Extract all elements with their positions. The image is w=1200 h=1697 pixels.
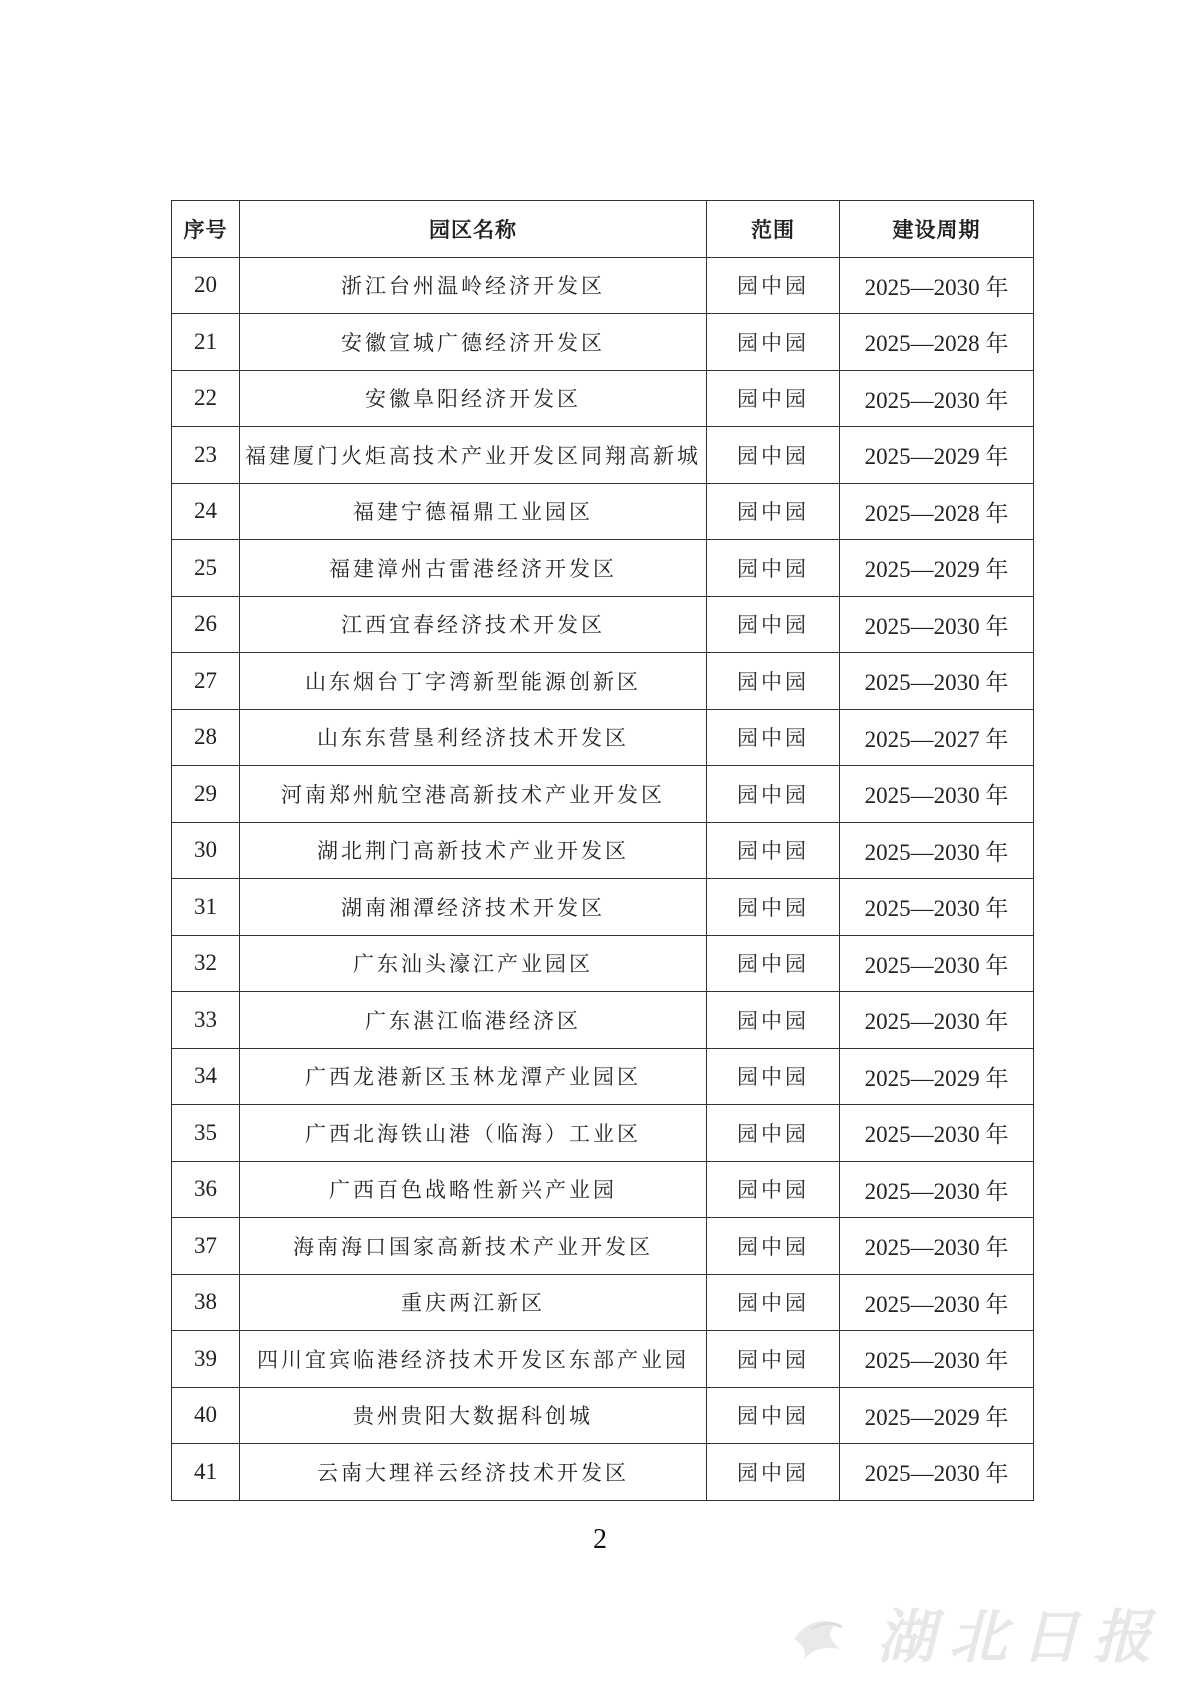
table-row	[172, 483, 1034, 540]
header-name: 园区名称	[240, 201, 707, 258]
row-period-cell: 2025—2030 年	[840, 766, 1034, 823]
row-period-cell: 2025—2030 年	[840, 1218, 1034, 1275]
row-period-cell: 2025—2029 年	[840, 427, 1034, 484]
row-scope-cell: 园中园	[707, 992, 840, 1049]
row-name-cell: 四川宜宾临港经济技术开发区东部产业园	[240, 1331, 707, 1388]
table-row	[172, 1444, 1034, 1501]
row-period-cell: 2025—2030 年	[840, 822, 1034, 879]
svg-text:湖北日报: 湖北日报	[877, 1603, 1166, 1671]
row-name-cell: 海南海口国家高新技术产业开发区	[240, 1218, 707, 1275]
row-index-cell: 39	[172, 1331, 240, 1388]
row-period-cell: 2025—2030 年	[840, 1161, 1034, 1218]
row-index-cell: 23	[172, 427, 240, 484]
row-period-cell: 2025—2030 年	[840, 1444, 1034, 1501]
table-row	[172, 822, 1034, 879]
header-scope: 范围	[707, 201, 840, 258]
table-row	[172, 314, 1034, 371]
row-name-cell: 湖北荆门高新技术产业开发区	[240, 822, 707, 879]
table-row	[172, 1331, 1034, 1388]
row-period-cell: 2025—2029 年	[840, 540, 1034, 597]
row-name-cell: 福建厦门火炬高技术产业开发区同翔高新城	[240, 427, 707, 484]
row-name-cell: 广东湛江临港经济区	[240, 992, 707, 1049]
row-scope-cell: 园中园	[707, 1387, 840, 1444]
row-scope-cell: 园中园	[707, 257, 840, 314]
row-index-cell: 24	[172, 483, 240, 540]
row-period-cell: 2025—2028 年	[840, 483, 1034, 540]
row-name-cell: 山东烟台丁字湾新型能源创新区	[240, 653, 707, 710]
row-scope-cell: 园中园	[707, 1218, 840, 1275]
row-period-cell: 2025—2029 年	[840, 1387, 1034, 1444]
row-period-cell: 2025—2030 年	[840, 879, 1034, 936]
row-scope-cell: 园中园	[707, 596, 840, 653]
row-name-cell: 广西北海铁山港（临海）工业区	[240, 1105, 707, 1162]
row-index-cell: 21	[172, 314, 240, 371]
row-period-cell: 2025—2028 年	[840, 314, 1034, 371]
row-index-cell: 37	[172, 1218, 240, 1275]
table-row	[172, 257, 1034, 314]
row-name-cell: 浙江台州温岭经济开发区	[240, 257, 707, 314]
row-index-cell: 30	[172, 822, 240, 879]
table-row	[172, 1218, 1034, 1275]
row-scope-cell: 园中园	[707, 427, 840, 484]
table-body	[172, 257, 1034, 1500]
row-index-cell: 40	[172, 1387, 240, 1444]
table-row	[172, 596, 1034, 653]
table-header-row	[172, 201, 1034, 258]
row-period-cell: 2025—2030 年	[840, 257, 1034, 314]
row-index-cell: 32	[172, 935, 240, 992]
row-index-cell: 20	[172, 257, 240, 314]
table-row	[172, 709, 1034, 766]
table-row	[172, 766, 1034, 823]
row-period-cell: 2025—2030 年	[840, 370, 1034, 427]
row-period-cell: 2025—2030 年	[840, 935, 1034, 992]
row-scope-cell: 园中园	[707, 653, 840, 710]
table-row	[172, 540, 1034, 597]
row-name-cell: 福建宁德福鼎工业园区	[240, 483, 707, 540]
newspaper-logo-watermark	[782, 1589, 1182, 1679]
row-period-cell: 2025—2030 年	[840, 992, 1034, 1049]
table-row	[172, 427, 1034, 484]
row-scope-cell: 园中园	[707, 935, 840, 992]
row-scope-cell: 园中园	[707, 822, 840, 879]
row-scope-cell: 园中园	[707, 314, 840, 371]
row-index-cell: 35	[172, 1105, 240, 1162]
row-name-cell: 福建漳州古雷港经济开发区	[240, 540, 707, 597]
page-number: 2	[593, 1524, 607, 1555]
row-name-cell: 湖南湘潭经济技术开发区	[240, 879, 707, 936]
header-index: 序号	[172, 201, 240, 258]
row-scope-cell: 园中园	[707, 370, 840, 427]
row-period-cell: 2025—2027 年	[840, 709, 1034, 766]
row-index-cell: 28	[172, 709, 240, 766]
table-row	[172, 653, 1034, 710]
row-name-cell: 广西百色战略性新兴产业园	[240, 1161, 707, 1218]
row-scope-cell: 园中园	[707, 879, 840, 936]
row-period-cell: 2025—2030 年	[840, 1274, 1034, 1331]
row-name-cell: 河南郑州航空港高新技术产业开发区	[240, 766, 707, 823]
row-scope-cell: 园中园	[707, 483, 840, 540]
row-scope-cell: 园中园	[707, 1444, 840, 1501]
row-period-cell: 2025—2030 年	[840, 1331, 1034, 1388]
park-list-table	[171, 200, 1034, 1501]
row-scope-cell: 园中园	[707, 1048, 840, 1105]
row-period-cell: 2025—2030 年	[840, 1105, 1034, 1162]
row-name-cell: 山东东营垦利经济技术开发区	[240, 709, 707, 766]
row-index-cell: 41	[172, 1444, 240, 1501]
row-period-cell: 2025—2030 年	[840, 596, 1034, 653]
row-index-cell: 31	[172, 879, 240, 936]
row-scope-cell: 园中园	[707, 766, 840, 823]
row-name-cell: 安徽阜阳经济开发区	[240, 370, 707, 427]
row-period-cell: 2025—2030 年	[840, 653, 1034, 710]
row-name-cell: 安徽宣城广德经济开发区	[240, 314, 707, 371]
table-row	[172, 1274, 1034, 1331]
row-scope-cell: 园中园	[707, 1105, 840, 1162]
row-scope-cell: 园中园	[707, 1331, 840, 1388]
row-name-cell: 广东汕头濠江产业园区	[240, 935, 707, 992]
row-index-cell: 25	[172, 540, 240, 597]
row-index-cell: 29	[172, 766, 240, 823]
row-index-cell: 22	[172, 370, 240, 427]
row-index-cell: 34	[172, 1048, 240, 1105]
row-index-cell: 33	[172, 992, 240, 1049]
row-scope-cell: 园中园	[707, 1274, 840, 1331]
watermark-logo-icon	[782, 1589, 1182, 1679]
row-name-cell: 贵州贵阳大数据科创城	[240, 1387, 707, 1444]
row-name-cell: 广西龙港新区玉林龙潭产业园区	[240, 1048, 707, 1105]
table-row	[172, 1161, 1034, 1218]
table-row	[172, 879, 1034, 936]
row-index-cell: 36	[172, 1161, 240, 1218]
row-name-cell: 云南大理祥云经济技术开发区	[240, 1444, 707, 1501]
header-period: 建设周期	[840, 201, 1034, 258]
table-row	[172, 1048, 1034, 1105]
row-index-cell: 27	[172, 653, 240, 710]
row-period-cell: 2025—2029 年	[840, 1048, 1034, 1105]
table-row	[172, 992, 1034, 1049]
row-scope-cell: 园中园	[707, 709, 840, 766]
row-scope-cell: 园中园	[707, 1161, 840, 1218]
table-row	[172, 1387, 1034, 1444]
row-index-cell: 38	[172, 1274, 240, 1331]
row-index-cell: 26	[172, 596, 240, 653]
table-row	[172, 1105, 1034, 1162]
row-name-cell: 重庆两江新区	[240, 1274, 707, 1331]
table-row	[172, 370, 1034, 427]
table-row	[172, 935, 1034, 992]
row-name-cell: 江西宜春经济技术开发区	[240, 596, 707, 653]
row-scope-cell: 园中园	[707, 540, 840, 597]
